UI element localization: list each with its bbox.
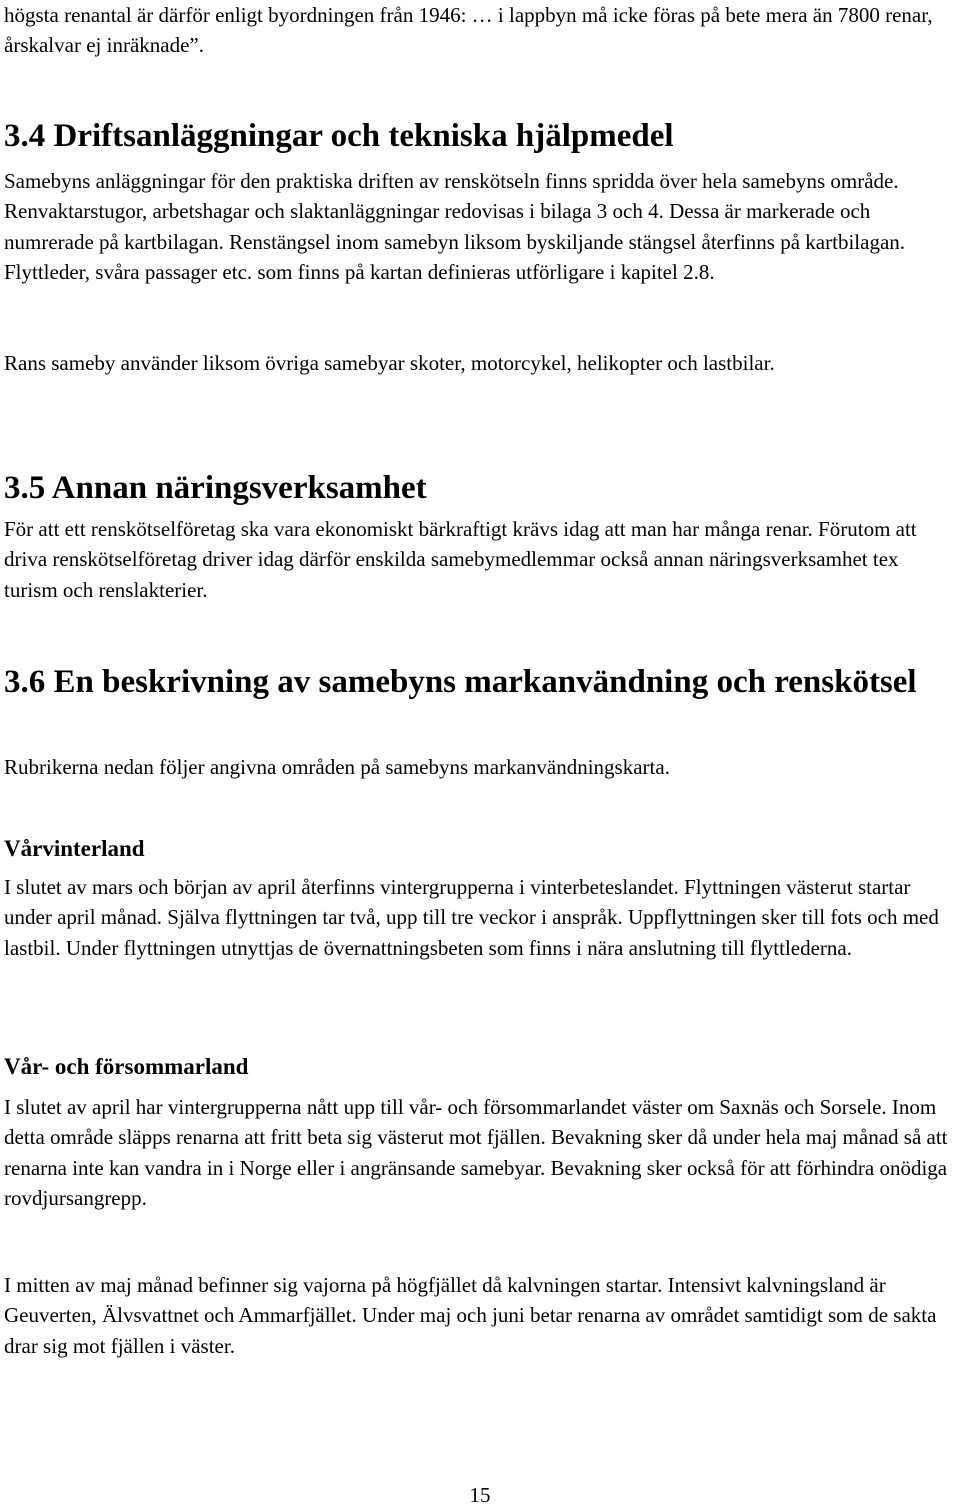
var-och-forsommarland-paragraph-2: I mitten av maj månad befinner sig vajorna på högfjället då kalvningen startar. Intensivt kalvningsland är Geuverten, Älvsvattnet och Ammarfjället. Under maj och juni betar renarna av området samtidigt som de sakta drar sig mot fjällen i väster. [4, 1273, 937, 1358]
varvinterland-paragraph-1: I slutet av mars och början av april återfinns vintergrupperna i vinterbeteslandet. Flyttningen västerut startar under april månad. Själva flyttningen tar två, upp till tre veckor i anspråk. Uppflyttningen sker till fots och med lastbil. Under flyttningen utnyttjas de övernattningsbeten som finns i nära anslutning till flyttlederna. [4, 875, 939, 960]
page-number: 15 [469, 1483, 491, 1507]
varvinterland-heading: Vårvinterland [4, 836, 145, 861]
var-och-forsommarland-paragraph-1: I slutet av april har vintergrupperna nått upp till vår- och försommarlandet väster om Saxnäs och Sorsele. Inom detta område släpps renarna att fritt beta sig västerut mot fjällen. Bevakning sker då under hela maj månad så att renarna inte kan vandra in i Norge eller i angränsande samebyar. Bevakning sker också för att förhindra onödiga rovdjursangrepp. [4, 1095, 948, 1210]
var-och-forsommarland-heading: Vår- och försommarland [4, 1054, 249, 1079]
section-3-4-paragraph-2: Rans sameby använder liksom övriga samebyar skoter, motorcykel, helikopter och lastbilar. [4, 351, 775, 375]
continuation-paragraph: högsta renantal är därför enligt byordningen från 1946: … i lappbyn må icke föras på bete mera än 7800 renar, årskalvar ej inräknade”. [4, 3, 933, 58]
section-3-5-paragraph-1: För att ett renskötselföretag ska vara ekonomiskt bärkraftigt krävs idag att man har många renar. Förutom att driva renskötselföretag driver idag därför enskilda samebymedlemmar också annan näringsverksamhet tex turism och renslakterier. [4, 517, 917, 602]
section-3-5-heading: 3.5 Annan näringsverksamhet [4, 470, 427, 506]
section-3-6-paragraph-1: Rubrikerna nedan följer angivna områden på samebyns markanvändningskarta. [4, 755, 670, 779]
section-3-4-paragraph-1: Samebyns anläggningar för den praktiska driften av renskötseln finns spridda över hela samebyns område. Renvaktarstugor, arbetshagar och slaktanläggningar redovisas i bilaga 3 och 4. Dessa är markerade och numrerade på kartbilagan. Renstängsel inom samebyn liksom byskiljande stängsel återfinns på kartbilagan. Flyttleder, svåra passager etc. som finns på kartan definieras utförligare i kapitel 2.8. [4, 169, 906, 284]
section-3-4-heading: 3.4 Driftsanläggningar och tekniska hjälpmedel [4, 118, 674, 154]
section-3-6-heading: 3.6 En beskrivning av samebyns markanvändning och renskötsel [4, 664, 917, 700]
